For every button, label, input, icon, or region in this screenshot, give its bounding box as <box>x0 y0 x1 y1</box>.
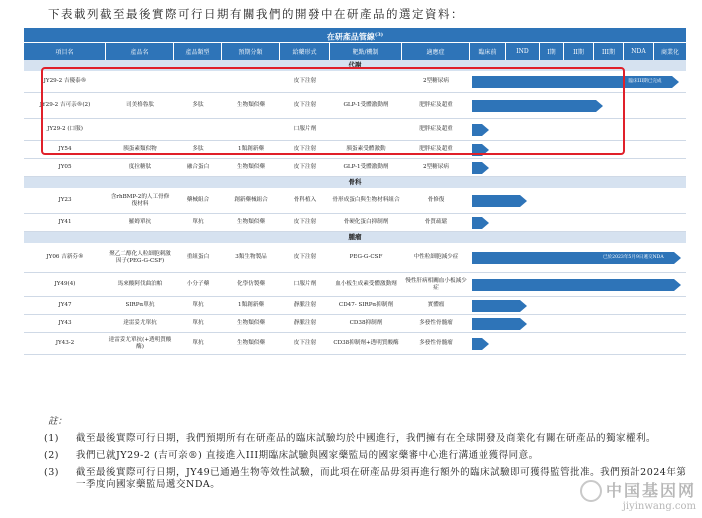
pipeline-row <box>24 297 686 315</box>
cell-indication: 多發性骨髓瘤 <box>419 340 453 346</box>
cell-project: JY43 <box>58 320 72 326</box>
column-header: 給藥形式 <box>280 43 330 60</box>
column-header: III期 <box>594 43 624 60</box>
cell-route: 皮下注射 <box>293 146 317 152</box>
cell-route: 骨科植入 <box>293 197 317 203</box>
cell-type: 重組蛋白 <box>186 254 210 260</box>
column-header: 產品類型 <box>174 43 222 60</box>
progress-bar <box>472 124 482 136</box>
cell-name: SIRPα單抗 <box>125 302 155 308</box>
cell-route: 皮下注射 <box>293 219 317 225</box>
cell-target: GLP-1受體激動劑 <box>343 164 389 170</box>
cell-class: 生物類似藥 <box>237 320 265 326</box>
cell-target: CD38抑制劑 <box>349 320 383 326</box>
progress-track <box>470 297 686 314</box>
column-header: NDA <box>624 43 654 60</box>
cell-name: 聚乙二醇化人粒細胞刺激因子(PEG-G-CSF) <box>109 250 171 264</box>
progress-track <box>470 188 686 213</box>
pipeline-row <box>24 214 686 232</box>
progress-track <box>470 214 686 231</box>
cell-class <box>222 119 280 140</box>
footnote-text: 截至最後實際可行日期，我們預期所有在研產品的臨床試驗均於中國進行，我們擁有在全球開發及商業化有關在研產品的獨家權利。 <box>76 432 657 444</box>
cell-target: 骨形成蛋白與生物材料組合 <box>332 197 400 203</box>
cell-indication: 2型糖尿病 <box>423 164 449 170</box>
pipeline-row <box>24 273 686 297</box>
cell-indication: 中性粒細胞減少症 <box>413 254 459 260</box>
cell-route: 皮下注射 <box>293 254 317 260</box>
footnotes-title: 註： <box>48 416 68 427</box>
cell-type: 小分子藥 <box>186 281 210 287</box>
cell-project: JY49(4) <box>54 281 76 287</box>
footnote-text: 我們已就JY29-2 (吉可亲®) 直接進入III期臨床試驗與國家藥監局的國家藥審中心進行溝通並獲得同意。 <box>76 449 539 461</box>
cell-name: 羅姆單抗 <box>128 219 152 225</box>
cell-target: 胰蛋素受體激動 <box>346 146 386 152</box>
cell-project: JY29-2 吉可亲®(2) <box>39 102 91 108</box>
cell-type: 單抗 <box>192 320 204 326</box>
footnote-text: 截至最後實際可行日期，JY49已通過生物等效性試驗，而此項在研產品毋須再進行額外的臨床試驗即可獲得監管批准。我們預計2024年第一季度向國家藥監局遞交NDA。 <box>76 466 687 490</box>
cell-name: 馬來酸阿伐曲泊帕 <box>117 281 163 287</box>
column-header: 商業化 <box>660 49 679 56</box>
cell-project: JY29-2 (口服) <box>47 126 83 132</box>
progress-bar <box>472 338 482 350</box>
section-header: 腫瘤 <box>24 232 686 243</box>
progress-track <box>470 93 686 118</box>
progress-track <box>470 333 686 354</box>
cell-name <box>106 119 174 140</box>
progress-track <box>470 243 686 272</box>
cell-route: 口服片劑 <box>293 281 317 287</box>
cell-project: JY41 <box>58 219 72 225</box>
pipeline-row <box>24 243 686 273</box>
cell-name: 含rhBMP-2的人工骨修復材料 <box>110 193 170 207</box>
cell-class: 3類生物製品 <box>235 254 267 260</box>
cell-name: 度拉糖肽 <box>128 164 152 170</box>
cell-type: 藥械組合 <box>186 197 210 203</box>
cell-type: 多肽 <box>192 102 204 108</box>
column-header: 靶點/機制 <box>330 43 402 60</box>
cell-type: 多肽 <box>192 146 204 152</box>
progress-track <box>470 273 686 296</box>
cell-project: JY54 <box>58 146 72 152</box>
cell-indication: 實體瘤 <box>427 302 445 308</box>
cell-project: JY05 <box>58 164 72 170</box>
progress-bar <box>472 300 520 312</box>
cell-route: 靜脈注射 <box>293 320 317 326</box>
cell-name: 達雷妥尤單抗 <box>123 320 157 326</box>
cell-class: 1類創新藥 <box>238 146 264 152</box>
cell-class: 化學仿製藥 <box>237 281 265 287</box>
cell-project: JY23 <box>58 197 72 203</box>
progress-bar-label: 臨床III期已完成 <box>628 78 662 84</box>
cell-project: JY06 吉新芬® <box>46 254 84 260</box>
cell-type: 單抗 <box>192 302 204 308</box>
cell-type: 單抗 <box>192 340 204 346</box>
cell-class: 生物類似藥 <box>237 164 265 170</box>
cell-indication: 肥胖症及超重 <box>419 146 453 152</box>
cell-route: 皮下注射 <box>293 78 317 84</box>
cell-class: 生物類似藥 <box>237 219 265 225</box>
pipeline-row <box>24 315 686 333</box>
cell-route: 口服片劑 <box>293 126 317 132</box>
table-header-row <box>24 42 686 60</box>
progress-track <box>470 159 686 176</box>
section-header: 骨科 <box>24 177 686 188</box>
cell-route: 皮下注射 <box>293 102 317 108</box>
cell-target: CD38抑制劑+透明質酸酶 <box>333 340 399 346</box>
cell-target <box>330 71 402 92</box>
column-header: 產品名 <box>106 43 174 60</box>
cell-class: 1類創新藥 <box>238 302 264 308</box>
progress-bar <box>472 318 520 330</box>
table-title-text: 在研產品管線 <box>326 31 375 42</box>
cell-target <box>330 119 402 140</box>
column-header: IND <box>506 43 540 60</box>
cell-target: 血小板生成素受體激動劑 <box>335 281 397 287</box>
pipeline-row <box>24 71 686 93</box>
pipeline-row <box>24 119 686 141</box>
section-header: 代謝 <box>24 60 686 71</box>
cell-project: JY47 <box>58 302 72 308</box>
progress-bar <box>472 100 596 112</box>
progress-bar <box>472 162 482 174</box>
cell-name: 司美格魯肽 <box>126 102 154 108</box>
column-header: 項目名 <box>24 43 106 60</box>
cell-class <box>222 71 280 92</box>
watermark-url: jiyinwang.com <box>622 501 696 512</box>
column-header: I期 <box>540 43 564 60</box>
cell-class: 生物類似藥 <box>237 340 265 346</box>
pipeline-row <box>24 159 686 177</box>
cell-class: 創新藥械組合 <box>234 197 268 203</box>
footnote-number: (3) <box>44 466 59 478</box>
cell-target: GLP-1受體激動劑 <box>343 102 389 108</box>
footnote-number: (1) <box>44 432 59 444</box>
pipeline-table <box>24 28 686 355</box>
progress-bar <box>472 279 674 291</box>
footnote-number: (2) <box>44 449 59 461</box>
cell-name: 達雷妥尤單抗(+透明質酸酶) <box>108 336 172 350</box>
cell-class: 生物類似藥 <box>237 102 265 108</box>
footnote-item <box>44 433 694 445</box>
table-body <box>24 60 686 355</box>
progress-bar <box>472 76 672 88</box>
table-title-footnote: (3) <box>374 32 384 38</box>
progress-bar <box>472 252 674 264</box>
cell-indication: 2型糖尿病 <box>423 78 449 84</box>
cell-target: PEG-G-CSF <box>349 254 383 260</box>
cell-target: 骨硬化蛋白抑制劑 <box>343 219 389 225</box>
cell-name: 胰蛋素類似物 <box>123 146 157 152</box>
progress-bar <box>472 195 520 207</box>
cell-project: JY29-2 吉優泰® <box>43 78 87 84</box>
progress-track <box>470 71 686 92</box>
column-header: 預期分類 <box>222 43 280 60</box>
pipeline-row <box>24 188 686 214</box>
cell-indication: 肥胖症及超重 <box>419 126 453 132</box>
cell-indication: 慢性肝病相關血小板減少症 <box>405 277 467 291</box>
column-header: 臨床前 <box>470 43 506 60</box>
progress-bar <box>472 144 482 156</box>
cell-project: JY43-2 <box>55 340 75 346</box>
cell-indication: 肥胖症及超重 <box>419 102 453 108</box>
watermark-cn: 中国基因网 <box>605 481 696 500</box>
cell-indication: 多發性骨髓瘤 <box>419 320 453 326</box>
table-title <box>24 28 686 42</box>
intro-text: 下表載列截至最後實際可行日期有關我們的開發中在研產品的選定資料： <box>48 7 464 21</box>
cell-route: 皮下注射 <box>293 340 317 346</box>
progress-track <box>470 315 686 332</box>
footnote-item <box>44 450 694 462</box>
pipeline-row <box>24 333 686 355</box>
cell-type: 單抗 <box>192 219 204 225</box>
watermark <box>606 478 696 512</box>
pipeline-row <box>24 141 686 159</box>
cell-type <box>174 71 222 92</box>
cell-target: CD47- SIRPα抑制劑 <box>338 302 394 308</box>
column-header: 適應症 <box>402 43 470 60</box>
cell-type <box>174 119 222 140</box>
cell-type: 融合蛋白 <box>186 164 210 170</box>
progress-track <box>470 119 686 140</box>
cell-route: 皮下注射 <box>293 164 317 170</box>
cell-indication: 骨質疏鬆 <box>424 219 448 225</box>
cell-indication: 骨修復 <box>427 197 445 203</box>
pipeline-row <box>24 93 686 119</box>
progress-bar-label: 已於2023年5月9日遞交NDA <box>602 254 664 260</box>
progress-track <box>470 141 686 158</box>
cell-name <box>106 71 174 92</box>
column-header: II期 <box>564 43 594 60</box>
cell-route: 靜脈注射 <box>293 302 317 308</box>
progress-bar <box>472 217 482 229</box>
watermark-logo-icon <box>580 480 602 502</box>
